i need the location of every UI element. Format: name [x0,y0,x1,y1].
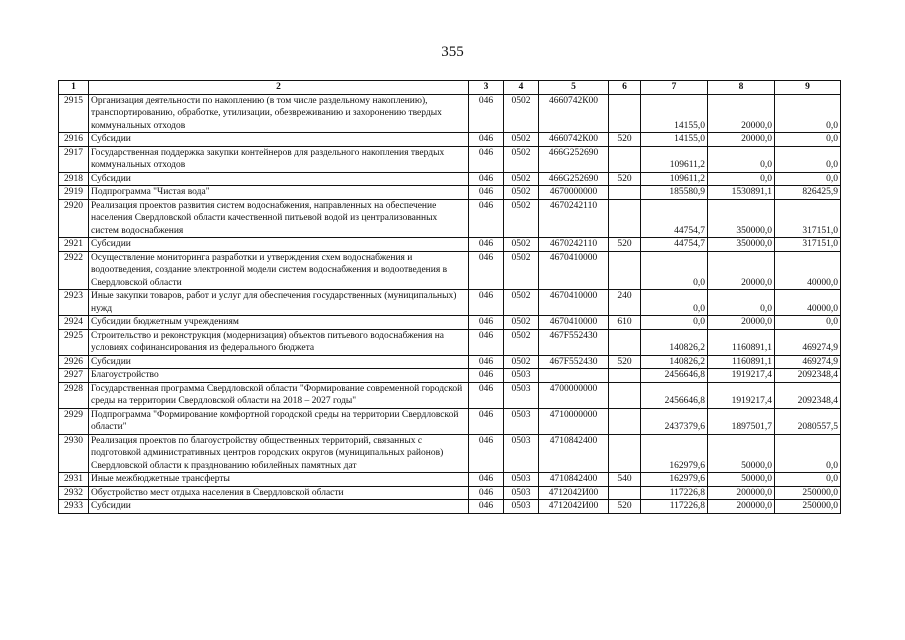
amount-col7-cell: 109611,2 [641,146,708,172]
row-name-cell: Субсидии бюджетным учреждениям [89,316,469,330]
expense-type-cell: 520 [609,238,641,252]
table-row [59,133,841,147]
amount-col8-cell: 20000,0 [708,94,775,133]
ministry-code-cell: 046 [469,500,504,514]
header-cell: 8 [708,81,775,95]
amount-col8-cell: 20000,0 [708,316,775,330]
row-number-cell: 2920 [59,199,89,238]
section-code-cell: 0502 [504,133,539,147]
section-code-cell: 0502 [504,329,539,355]
section-code-cell: 0502 [504,290,539,316]
row-name-cell: Субсидии [89,355,469,369]
section-code-cell: 0503 [504,473,539,487]
amount-col8-cell: 1530891,1 [708,186,775,200]
amount-col8-cell: 1919217,4 [708,382,775,408]
ministry-code-cell: 046 [469,408,504,434]
target-code-cell: 4670410000 [539,316,609,330]
amount-col9-cell: 0,0 [775,133,841,147]
table-row [59,172,841,186]
table-row [59,186,841,200]
row-number-cell: 2918 [59,172,89,186]
amount-col9-cell: 250000,0 [775,500,841,514]
section-code-cell: 0502 [504,238,539,252]
amount-col9-cell: 0,0 [775,316,841,330]
amount-col8-cell: 0,0 [708,172,775,186]
amount-col7-cell: 2456646,8 [641,382,708,408]
target-code-cell: 466G252690 [539,146,609,172]
table-row [59,94,841,133]
header-cell: 9 [775,81,841,95]
ministry-code-cell: 046 [469,369,504,383]
row-name-cell: Субсидии [89,238,469,252]
amount-col9-cell: 0,0 [775,473,841,487]
section-code-cell: 0502 [504,146,539,172]
amount-col8-cell: 0,0 [708,146,775,172]
amount-col7-cell: 2456646,8 [641,369,708,383]
table-row [59,146,841,172]
table-row [59,382,841,408]
row-number-cell: 2915 [59,94,89,133]
expense-type-cell [609,486,641,500]
row-name-cell: Государственная поддержка закупки контейнеров для раздельного накопления твердых коммунальных отходов [89,146,469,172]
row-number-cell: 2922 [59,251,89,290]
section-code-cell: 0502 [504,186,539,200]
row-name-cell: Иные закупки товаров, работ и услуг для обеспечения государственных (муниципальных) нужд [89,290,469,316]
row-name-cell: Подпрограмма "Формирование комфортной городской среды на территории Свердловской области" [89,408,469,434]
amount-col7-cell: 140826,2 [641,329,708,355]
row-name-cell: Субсидии [89,133,469,147]
amount-col7-cell: 0,0 [641,316,708,330]
expense-type-cell: 540 [609,473,641,487]
row-number-cell: 2933 [59,500,89,514]
amount-col7-cell: 109611,2 [641,172,708,186]
amount-col8-cell: 20000,0 [708,133,775,147]
amount-col7-cell: 162979,6 [641,473,708,487]
ministry-code-cell: 046 [469,473,504,487]
target-code-cell: 4712042И00 [539,486,609,500]
target-code-cell: 4670410000 [539,290,609,316]
amount-col8-cell: 0,0 [708,290,775,316]
amount-col7-cell: 14155,0 [641,94,708,133]
row-number-cell: 2926 [59,355,89,369]
ministry-code-cell: 046 [469,290,504,316]
row-name-cell: Обустройство мест отдыха населения в Свердловской области [89,486,469,500]
expense-type-cell: 520 [609,172,641,186]
target-code-cell: 4670000000 [539,186,609,200]
table-row [59,473,841,487]
header-cell: 4 [504,81,539,95]
target-code-cell: 4710842400 [539,434,609,473]
row-name-cell: Реализация проектов по благоустройству общественных территорий, связанных с подготовкой административных центров городских округов (муниципальных районов) Свердловской области к празднованию юбилейных памятных дат [89,434,469,473]
expense-type-cell [609,94,641,133]
amount-col8-cell: 50000,0 [708,473,775,487]
ministry-code-cell: 046 [469,382,504,408]
amount-col7-cell: 140826,2 [641,355,708,369]
section-code-cell: 0502 [504,172,539,186]
amount-col8-cell: 20000,0 [708,251,775,290]
target-code-cell: 4710000000 [539,408,609,434]
table-row [59,486,841,500]
target-code-cell: 4710842400 [539,473,609,487]
amount-col9-cell: 250000,0 [775,486,841,500]
row-number-cell: 2929 [59,408,89,434]
table-row [59,316,841,330]
section-code-cell: 0503 [504,500,539,514]
row-number-cell: 2927 [59,369,89,383]
amount-col9-cell: 0,0 [775,172,841,186]
amount-col7-cell: 185580,9 [641,186,708,200]
ministry-code-cell: 046 [469,355,504,369]
header-cell: 2 [89,81,469,95]
table-row [59,369,841,383]
row-number-cell: 2917 [59,146,89,172]
target-code-cell: 4660742К00 [539,94,609,133]
row-name-cell: Осуществление мониторинга разработки и утверждения схем водоснабжения и водоотведения, создание электронной модели систем водоснабжения и водоотведения в Свердловской области [89,251,469,290]
amount-col9-cell: 317151,0 [775,199,841,238]
budget-table [58,80,841,514]
row-name-cell: Реализация проектов развития систем водоснабжения, направленных на обеспечение населения Свердловской области качественной питьевой водой из централизованных систем водоснабжения [89,199,469,238]
amount-col9-cell: 469274,9 [775,355,841,369]
target-code-cell: 4712042И00 [539,500,609,514]
expense-type-cell: 240 [609,290,641,316]
ministry-code-cell: 046 [469,94,504,133]
section-code-cell: 0503 [504,434,539,473]
amount-col8-cell: 1897501,7 [708,408,775,434]
row-name-cell: Иные межбюджетные трансферты [89,473,469,487]
row-name-cell: Субсидии [89,172,469,186]
section-code-cell: 0502 [504,94,539,133]
expense-type-cell [609,382,641,408]
header-cell: 1 [59,81,89,95]
ministry-code-cell: 046 [469,238,504,252]
amount-col8-cell: 350000,0 [708,238,775,252]
ministry-code-cell: 046 [469,486,504,500]
table-row [59,238,841,252]
row-number-cell: 2925 [59,329,89,355]
amount-col9-cell: 0,0 [775,94,841,133]
amount-col8-cell: 200000,0 [708,500,775,514]
expense-type-cell [609,369,641,383]
row-name-cell: Организация деятельности по накоплению (в том числе раздельному накоплению), транспортированию, обработке, утилизации, обезвреживанию и захоронению твердых коммунальных отходов [89,94,469,133]
row-name-cell: Государственная программа Свердловской области "Формирование современной городской среды на территории Свердловской области на 2018 – 2027 годы" [89,382,469,408]
expense-type-cell: 520 [609,355,641,369]
amount-col9-cell: 2092348,4 [775,369,841,383]
section-code-cell: 0502 [504,251,539,290]
header-cell: 5 [539,81,609,95]
amount-col7-cell: 117226,8 [641,486,708,500]
ministry-code-cell: 046 [469,316,504,330]
target-code-cell: 4670242110 [539,238,609,252]
section-code-cell: 0503 [504,486,539,500]
ministry-code-cell: 046 [469,133,504,147]
header-cell: 3 [469,81,504,95]
row-number-cell: 2931 [59,473,89,487]
section-code-cell: 0503 [504,382,539,408]
section-code-cell: 0503 [504,408,539,434]
row-number-cell: 2923 [59,290,89,316]
table-row [59,500,841,514]
expense-type-cell: 520 [609,500,641,514]
table-row [59,434,841,473]
expense-type-cell [609,329,641,355]
amount-col8-cell: 1919217,4 [708,369,775,383]
table-row [59,408,841,434]
amount-col7-cell: 2437379,6 [641,408,708,434]
row-number-cell: 2919 [59,186,89,200]
table-row [59,290,841,316]
expense-type-cell: 520 [609,133,641,147]
ministry-code-cell: 046 [469,146,504,172]
header-cell: 7 [641,81,708,95]
amount-col9-cell: 40000,0 [775,251,841,290]
table-row [59,199,841,238]
target-code-cell [539,369,609,383]
section-code-cell: 0502 [504,316,539,330]
page-number: 355 [441,44,464,60]
amount-col7-cell: 14155,0 [641,133,708,147]
row-number-cell: 2924 [59,316,89,330]
ministry-code-cell: 046 [469,251,504,290]
amount-col9-cell: 469274,9 [775,329,841,355]
target-code-cell: 4660742К00 [539,133,609,147]
section-code-cell: 0502 [504,199,539,238]
amount-col9-cell: 0,0 [775,146,841,172]
amount-col8-cell: 1160891,1 [708,329,775,355]
amount-col8-cell: 50000,0 [708,434,775,473]
ministry-code-cell: 046 [469,329,504,355]
section-code-cell: 0503 [504,369,539,383]
ministry-code-cell: 046 [469,434,504,473]
expense-type-cell [609,408,641,434]
table-body [59,94,841,513]
target-code-cell: 4670410000 [539,251,609,290]
row-name-cell: Строительство и реконструкция (модернизация) объектов питьевого водоснабжения на условиях софинансирования из федерального бюджета [89,329,469,355]
expense-type-cell [609,434,641,473]
expense-type-cell: 610 [609,316,641,330]
row-name-cell: Подпрограмма "Чистая вода" [89,186,469,200]
row-number-cell: 2921 [59,238,89,252]
amount-col7-cell: 0,0 [641,251,708,290]
header-row [59,81,841,95]
amount-col9-cell: 826425,9 [775,186,841,200]
amount-col8-cell: 350000,0 [708,199,775,238]
amount-col8-cell: 200000,0 [708,486,775,500]
row-number-cell: 2930 [59,434,89,473]
amount-col7-cell: 44754,7 [641,238,708,252]
table-row [59,329,841,355]
target-code-cell: 467F552430 [539,329,609,355]
section-code-cell: 0502 [504,355,539,369]
table-row [59,355,841,369]
row-number-cell: 2916 [59,133,89,147]
header-cell: 6 [609,81,641,95]
amount-col9-cell: 2092348,4 [775,382,841,408]
row-number-cell: 2928 [59,382,89,408]
row-name-cell: Благоустройство [89,369,469,383]
amount-col9-cell: 0,0 [775,434,841,473]
amount-col8-cell: 1160891,1 [708,355,775,369]
target-code-cell: 467F552430 [539,355,609,369]
ministry-code-cell: 046 [469,199,504,238]
amount-col7-cell: 44754,7 [641,199,708,238]
ministry-code-cell: 046 [469,186,504,200]
expense-type-cell [609,251,641,290]
expense-type-cell [609,146,641,172]
row-name-cell: Субсидии [89,500,469,514]
expense-type-cell [609,186,641,200]
target-code-cell: 4700000000 [539,382,609,408]
amount-col9-cell: 40000,0 [775,290,841,316]
target-code-cell: 4670242110 [539,199,609,238]
expense-type-cell [609,199,641,238]
table-row [59,251,841,290]
amount-col7-cell: 162979,6 [641,434,708,473]
amount-col9-cell: 2080557,5 [775,408,841,434]
target-code-cell: 466G252690 [539,172,609,186]
ministry-code-cell: 046 [469,172,504,186]
amount-col7-cell: 117226,8 [641,500,708,514]
row-number-cell: 2932 [59,486,89,500]
amount-col9-cell: 317151,0 [775,238,841,252]
amount-col7-cell: 0,0 [641,290,708,316]
